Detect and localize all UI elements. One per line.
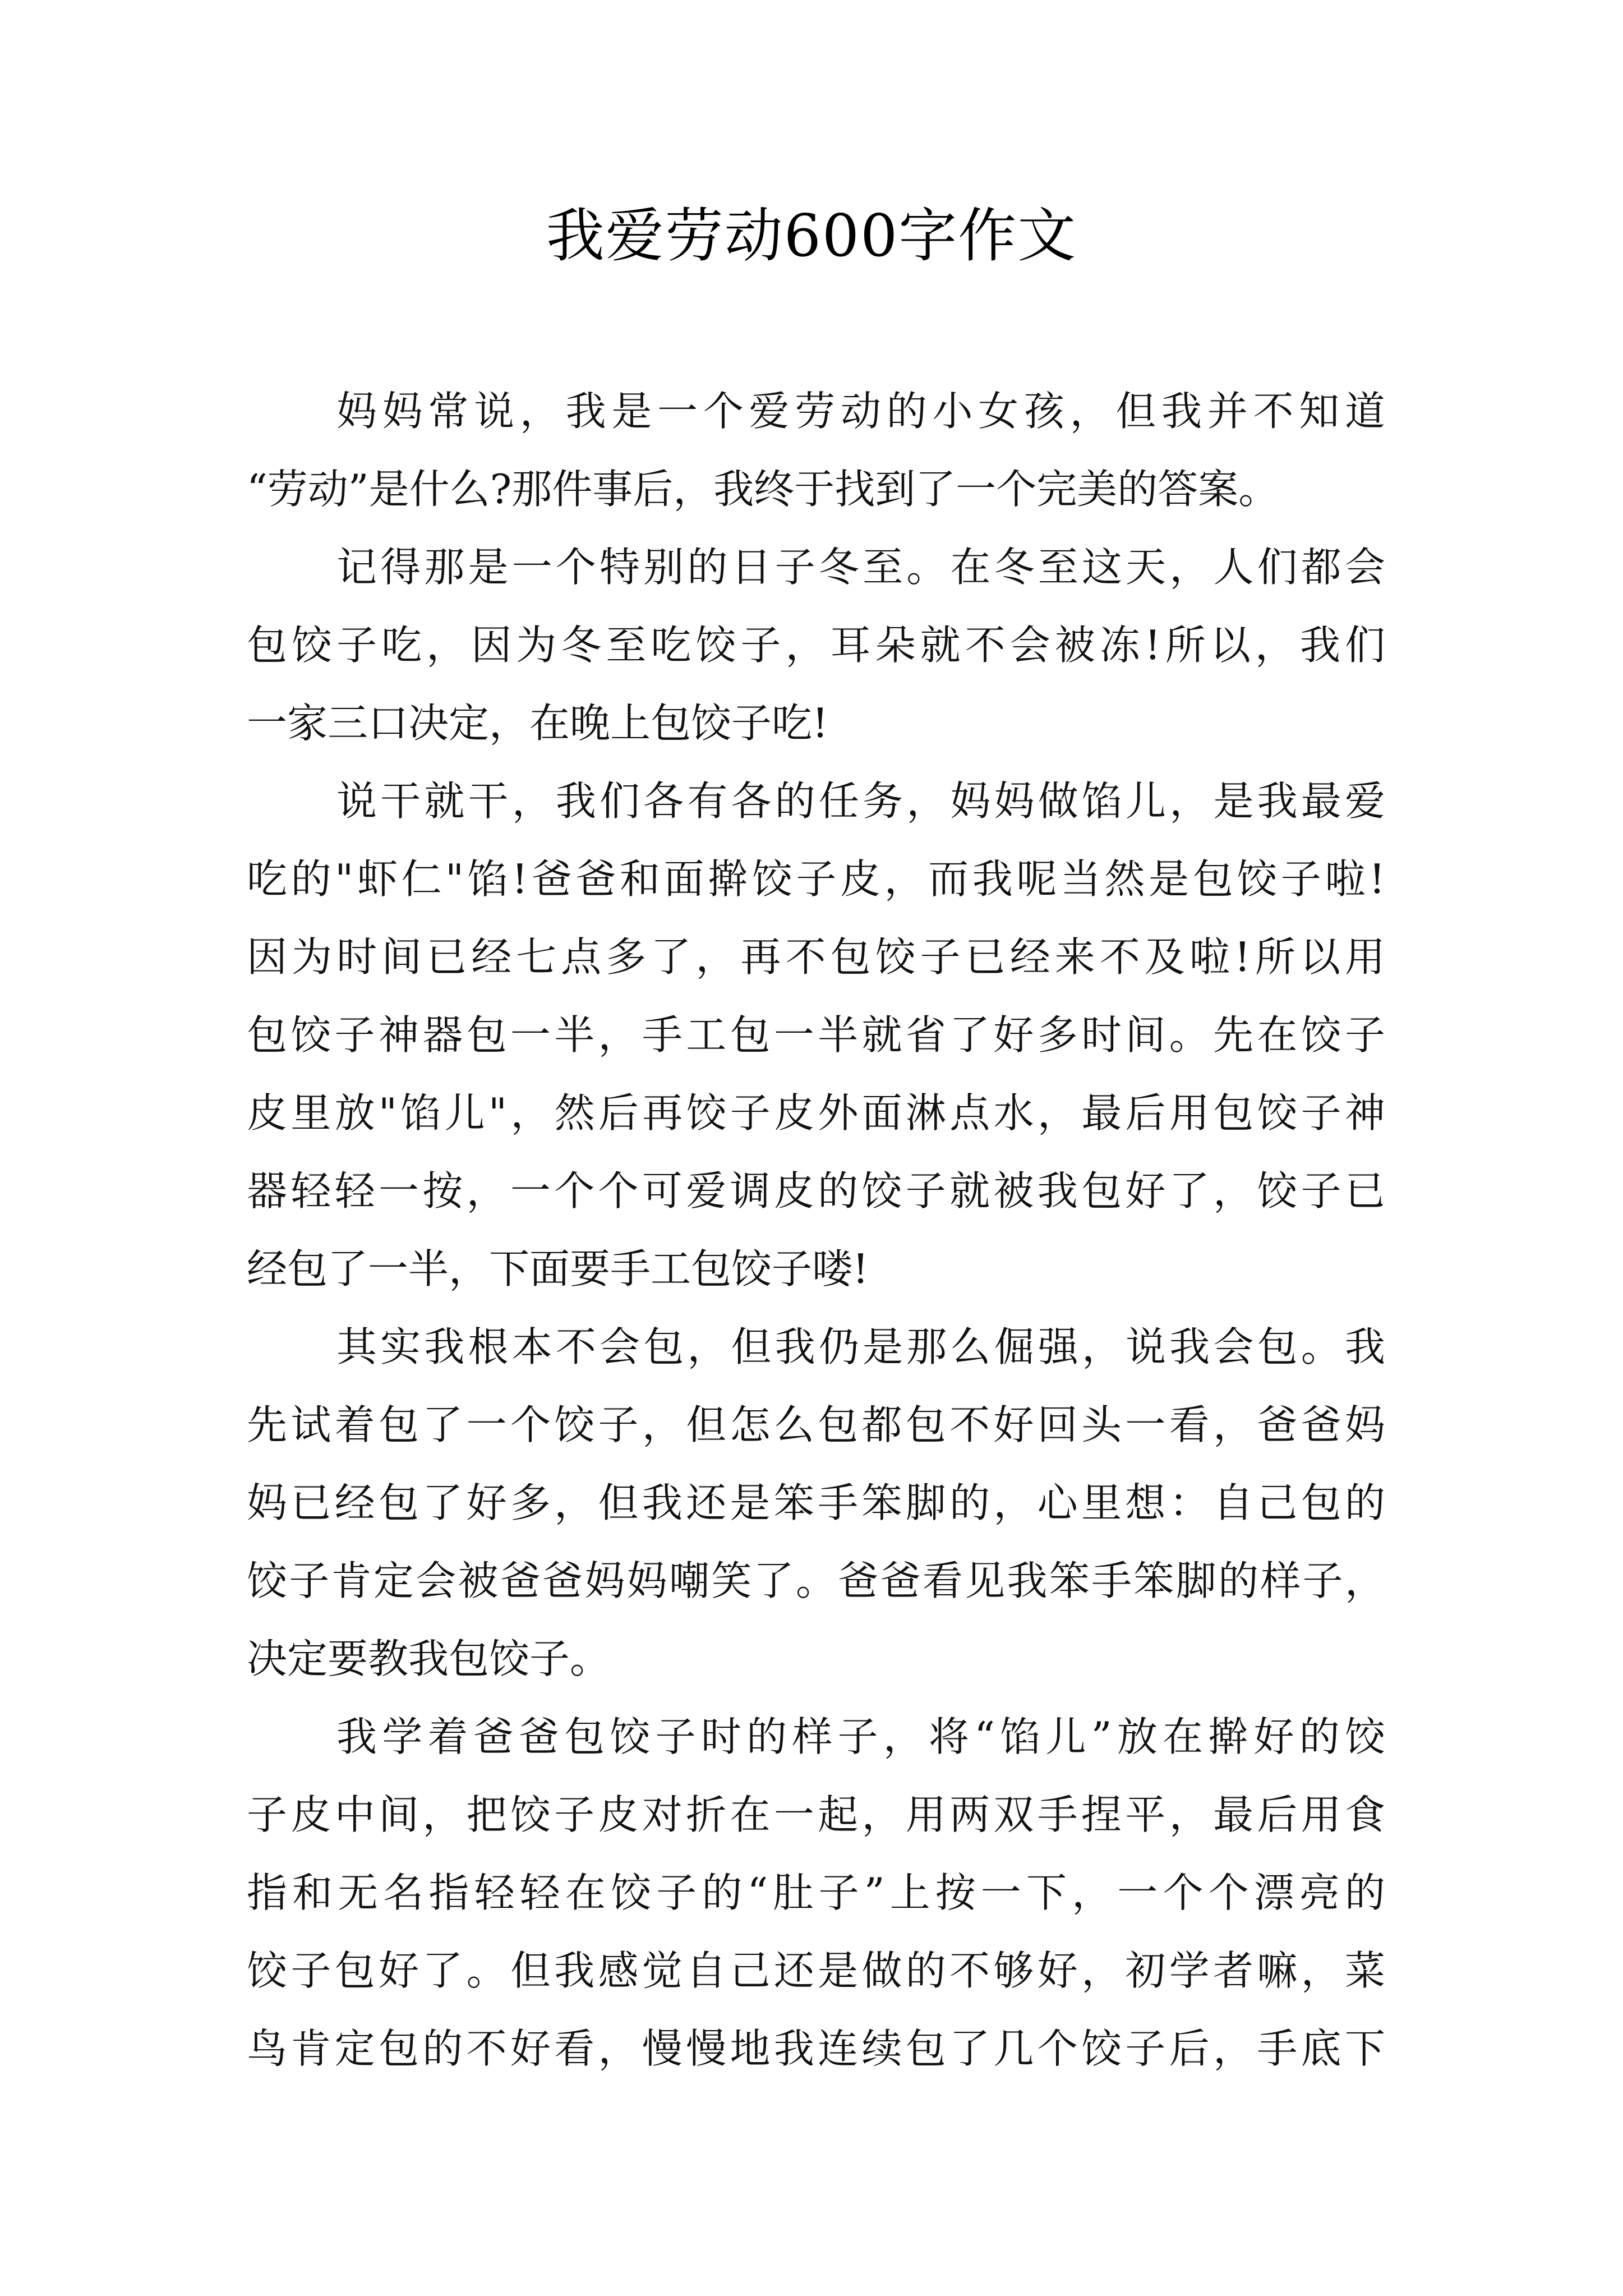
paragraph-4-line-1: 其实我根本不会包，但我仍是那么倔强，说我会包。我 <box>336 1323 1385 1370</box>
paragraph-1-line-2: “劳动”是什么?那件事后，我终于找到了一个完美的答案。 <box>247 466 1279 513</box>
paragraph-3-line-5: 皮里放"馅儿"，然后再饺子皮外面淋点水，最后用包饺子神 <box>247 1089 1385 1137</box>
paragraph-5-line-3: 指和无名指轻轻在饺子的“肚子”上按一下，一个个漂亮的 <box>247 1869 1385 1916</box>
paragraph-5-line-5: 鸟肯定包的不好看，慢慢地我连续包了几个饺子后，手底下 <box>247 2025 1385 2072</box>
document-title: 我爱劳动600字作文 <box>546 201 1077 270</box>
paragraph-5-line-1: 我学着爸爸包饺子时的样子，将“馅儿”放在擀好的饺 <box>336 1713 1385 1760</box>
paragraph-4-line-3: 妈已经包了好多，但我还是笨手笨脚的，心里想：自己包的 <box>247 1479 1385 1526</box>
paragraph-1-line-1: 妈妈常说，我是一个爱劳动的小女孩，但我并不知道 <box>336 388 1385 435</box>
paragraph-4-line-4: 饺子肯定会被爸爸妈妈嘲笑了。爸爸看见我笨手笨脚的样子， <box>247 1557 1385 1604</box>
paragraph-2-line-2: 包饺子吃，因为冬至吃饺子，耳朵就不会被冻!所以，我们 <box>247 622 1385 669</box>
essay-body <box>247 372 1385 2088</box>
paragraph-4-line-2: 先试着包了一个饺子，但怎么包都包不好回头一看，爸爸妈 <box>247 1401 1385 1448</box>
paragraph-3-line-1: 说干就干，我们各有各的任务，妈妈做馅儿，是我最爱 <box>336 777 1385 825</box>
paragraph-5-line-4: 饺子包好了。但我感觉自己还是做的不够好，初学者嘛，菜 <box>247 1947 1385 1994</box>
paragraph-2-line-3: 一家三口决定，在晚上包饺子吃! <box>247 700 828 747</box>
paragraph-2-line-1: 记得那是一个特别的日子冬至。在冬至这天，人们都会 <box>336 544 1385 591</box>
paragraph-4-line-5: 决定要教我包饺子。 <box>247 1635 611 1682</box>
paragraph-3-line-4: 包饺子神器包一半，手工包一半就省了好多时间。先在饺子 <box>247 1011 1385 1059</box>
paragraph-5-line-2: 子皮中间，把饺子皮对折在一起，用两双手捏平，最后用食 <box>247 1791 1385 1838</box>
paragraph-3-line-7: 经包了一半，下面要手工包饺子喽! <box>247 1245 869 1292</box>
paragraph-3-line-6: 器轻轻一按，一个个可爱调皮的饺子就被我包好了，饺子已 <box>247 1167 1385 1214</box>
paragraph-3-line-3: 因为时间已经七点多了，再不包饺子已经来不及啦!所以用 <box>247 933 1385 981</box>
paragraph-3-line-2: 吃的"虾仁"馅!爸爸和面擀饺子皮，而我呢当然是包饺子啦! <box>247 855 1385 903</box>
